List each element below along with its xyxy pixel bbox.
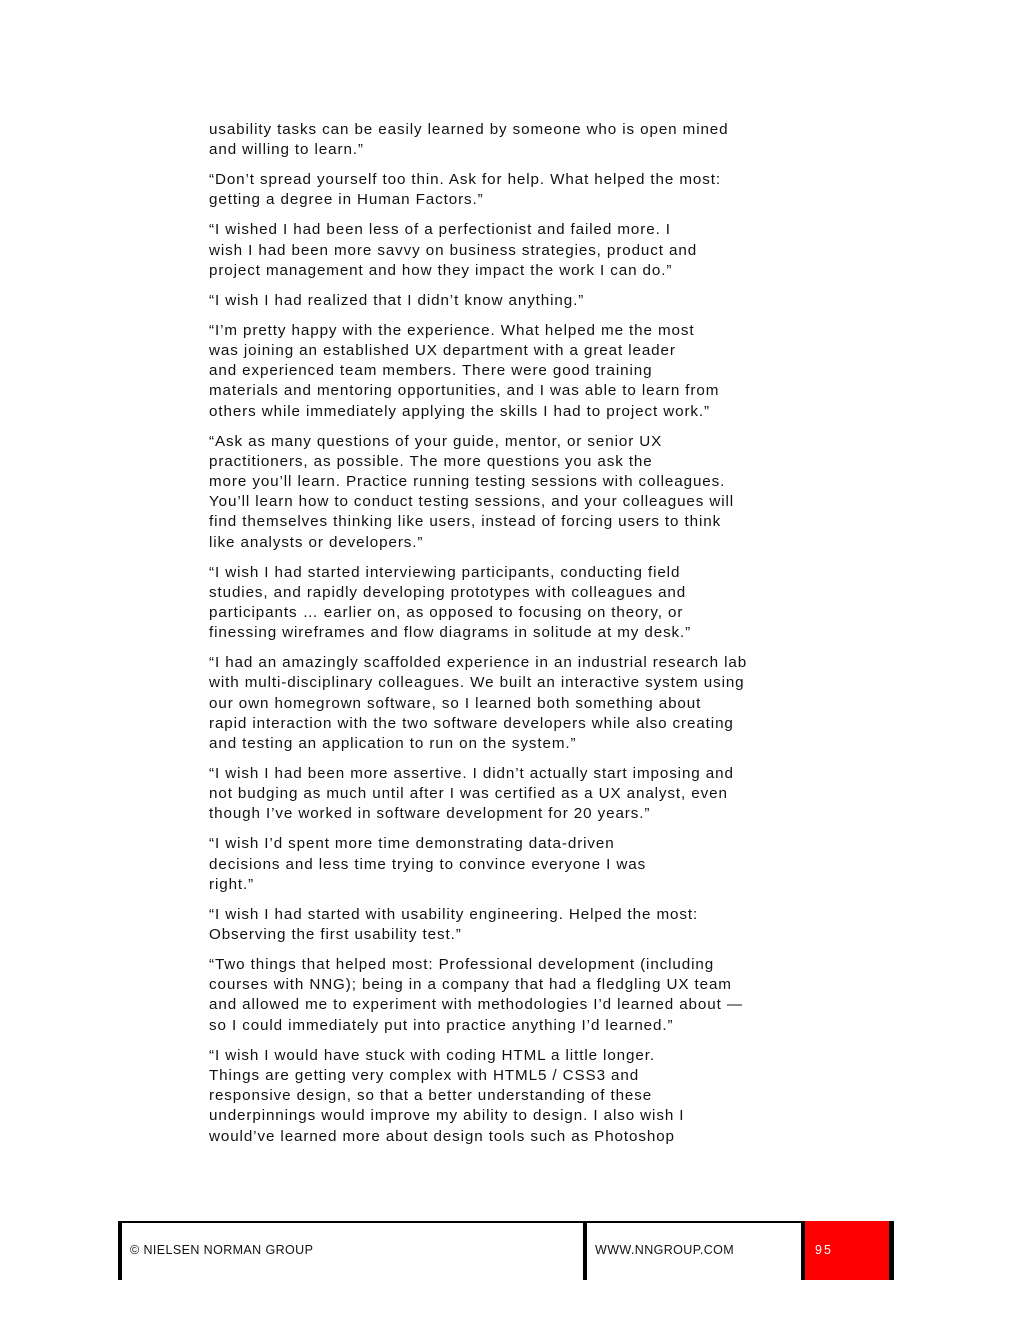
quote-paragraph: “I’m pretty happy with the experience. What helped me the most was joining an established UX department with a great leader and experienced team members. There were good training materials and mentoring opportunities, and I was able to learn from others while immediately applying the skills I had to project work.” [209,321,720,420]
footer-top-rule [118,1221,801,1223]
page-footer [118,1221,895,1280]
quote-paragraph: “Two things that helped most: Professional development (including courses with NNG); being in a company that had a fledgling UX team and allowed me to experiment with methodologies I’d learned about — so I could immediately put into practice anything I’d learned.” [209,956,743,1034]
footer-website-link[interactable]: WWW.NNGROUP.COM [595,1243,735,1257]
page-number: 95 [815,1243,833,1257]
quote-paragraph: “Ask as many questions of your guide, mentor, or senior UX practitioners, as possible. The more questions you ask the more you’ll learn. Practice running testing sessions with colleagues. You’ll learn how to conduct testing sessions, and your colleagues will find themselves thinking like users, instead of forcing users to think like analysts or developers.” [209,432,735,551]
page-number-box [801,1221,893,1280]
quote-paragraph: “I wish I had started with usability engineering. Helped the most: Observing the first usability test.” [209,905,699,944]
quote-paragraph: “I had an amazingly scaffolded experience in an industrial research lab with multi-disciplinary colleagues. We built an interactive system using our own homegrown software, so I learned both something about rapid interaction with the two software developers while also creating and testing an application to run on the system.” [209,654,748,753]
footer-right-bar [889,1221,894,1280]
footer-left-bar [118,1221,122,1280]
quote-paragraph: “I wish I would have stuck with coding HTML a little longer. Things are getting very complex with HTML5 / CSS3 and responsive design, so that a better understanding of these underpinnings would improve my ability to design. I also wish I would’ve learned more about design tools such as Photoshop [209,1046,685,1145]
quote-paragraph: “I wish I had realized that I didn’t know anything.” [209,291,585,309]
document-body [209,120,809,1157]
footer-divider-bar [583,1221,587,1280]
quote-paragraph: “I wished I had been less of a perfectionist and failed more. I wish I had been more savvy on business strategies, product and project management and how they impact the work I can do.” [209,221,698,279]
quote-paragraph: usability tasks can be easily learned by someone who is open mined and willing to learn.” [209,121,729,159]
quote-paragraph: “Don’t spread yourself too thin. Ask for help. What helped the most: getting a degree in Human Factors.” [209,171,721,209]
footer-copyright: © NIELSEN NORMAN GROUP [130,1243,314,1257]
quote-paragraph: “I wish I had started interviewing participants, conducting field studies, and rapidly developing prototypes with colleagues and participants … earlier on, as opposed to focusing on theory, or finessing wireframes and flow diagrams in solitude at my desk.” [209,563,692,642]
quote-paragraph: “I wish I’d spent more time demonstrating data-driven decisions and less time trying to convince everyone I was right.” [209,835,647,893]
quote-paragraph: “I wish I had been more assertive. I didn’t actually start imposing and not budging as much until after I was certified as a UX analyst, even though I’ve worked in software development for 20 years.” [209,765,734,823]
